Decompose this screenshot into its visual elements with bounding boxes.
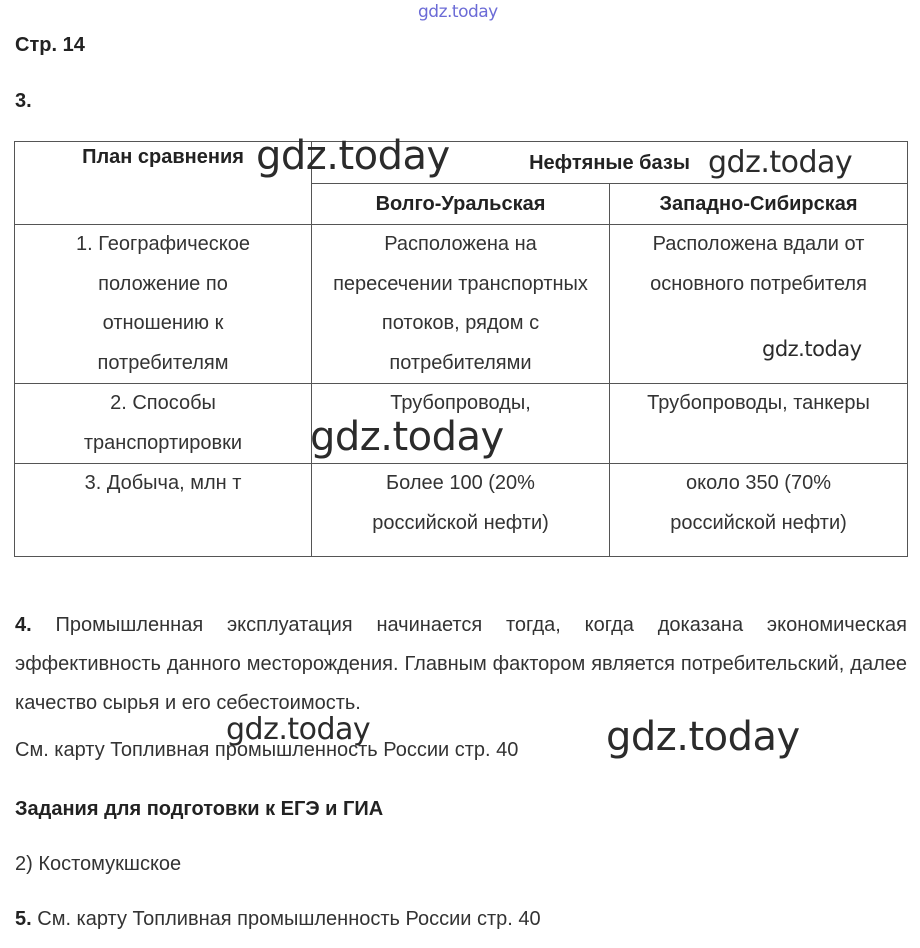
task-5-text: См. карту Топливная промышленность России стр. 40: [37, 908, 541, 930]
page-reference: Стр. 14: [15, 34, 85, 56]
row3-siberia: около 350 (70% российской нефти): [610, 464, 908, 557]
watermark-table-header-right: gdz.today: [708, 145, 853, 180]
row1-siberia: Расположена вдали от основного потребителя: [610, 225, 908, 384]
watermark-table-header: gdz.today: [256, 133, 450, 179]
exam-answer: 2) Костомукшское: [15, 853, 182, 875]
task-4-text: Промышленная эксплуатация начинается тогда, когда доказана экономическая эффективность данного месторождения. Главным фактором является потребительский, далее качество сырья и его себестоимость.: [15, 614, 907, 714]
row3-volga: Более 100 (20% российской нефти): [312, 464, 610, 557]
task-4-number: 4.: [15, 614, 32, 636]
row1-plan: 1. Географическое положение по отношению к потребителям: [15, 225, 312, 384]
task-3-number: 3.: [15, 90, 32, 112]
task-4-map-reference: См. карту Топливная промышленность России стр. 40: [15, 739, 519, 761]
task-4-paragraph: [15, 606, 907, 723]
row2-siberia: Трубопроводы, танкеры: [610, 384, 908, 464]
header-west-siberian: Западно-Сибирская: [610, 184, 908, 225]
table-row: [15, 464, 908, 557]
row3-plan: 3. Добыча, млн т: [15, 464, 312, 557]
task-5-number: 5.: [15, 908, 32, 930]
header-volga-ural: Волго-Уральская: [312, 184, 610, 225]
watermark-task4: gdz.today: [226, 712, 371, 747]
exam-heading: Задания для подготовки к ЕГЭ и ГИА: [15, 798, 384, 820]
task-5-paragraph: [15, 908, 541, 931]
row2-plan: 2. Способы транспортировки: [15, 384, 312, 464]
row2-volga: Трубопроводы,: [312, 384, 610, 464]
watermark-table-cell: gdz.today: [762, 337, 862, 361]
watermark-table-middle: gdz.today: [310, 414, 504, 460]
header-plan: План сравнения: [15, 142, 312, 225]
header-oil-bases: Нефтяные базы: [312, 142, 908, 184]
watermark-top: gdz.today: [418, 2, 498, 22]
row1-volga: Расположена на пересечении транспортных потоков, рядом с потребителями: [312, 225, 610, 384]
watermark-task4-large: gdz.today: [606, 714, 800, 760]
